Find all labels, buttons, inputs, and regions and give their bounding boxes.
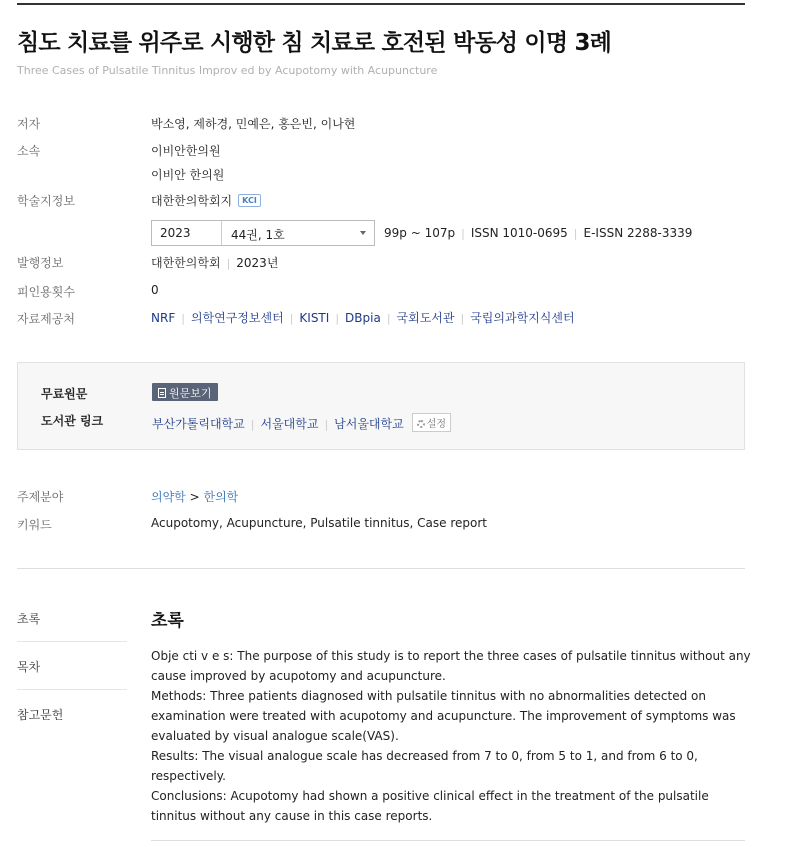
- eissn: E-ISSN 2288-3339: [583, 226, 693, 240]
- bottom-rule: [151, 840, 745, 841]
- kci-badge: KCI: [238, 194, 261, 207]
- side-nav-divider: [17, 641, 127, 642]
- library-settings-button[interactable]: [412, 413, 451, 432]
- issue-volume-value: 44권, 1호: [231, 228, 285, 242]
- free-fulltext-label: 무료원문: [41, 387, 88, 401]
- library-link-3[interactable]: 남서울대학교: [334, 417, 404, 431]
- access-box: [17, 362, 745, 450]
- chevron-down-icon: [360, 231, 366, 235]
- abstract-body: [151, 646, 751, 826]
- abstract-conclusions: Conclusions: Acupotomy had shown a positive clinical effect in the treatment of the pulsatile tinnitus without any cause in this case reports.: [151, 789, 709, 823]
- publisher: 대한한의학회: [151, 256, 221, 270]
- abstract-heading: 초록: [151, 611, 184, 631]
- section-divider: [17, 568, 745, 569]
- provider-link-nrf[interactable]: NRF: [151, 311, 176, 325]
- provider-link-nanet[interactable]: 국회도서관: [396, 311, 455, 325]
- providers-label: 자료제공처: [17, 312, 75, 326]
- abstract-methods: Methods: Three patients diagnosed with pulsatile tinnitus with no abnormalities detected on examination were treated with acupotomy and acupuncture. The improvement of symptoms was evaluated by visual analogue scale(VAS).: [151, 689, 736, 743]
- subject-path: [151, 488, 238, 505]
- providers-list: NRF | 의학연구정보센터 | KISTI | DBpia | 국회도서관 | 국립의과학지식센터: [151, 311, 575, 325]
- settings-label: 설정: [426, 419, 447, 430]
- provider-link-nmkc[interactable]: 국립의과학지식센터: [470, 311, 575, 325]
- provider-link-kisti[interactable]: KISTI: [299, 311, 330, 325]
- side-nav-toc[interactable]: 목차: [17, 660, 41, 674]
- publish-label: 발행정보: [17, 256, 64, 270]
- affiliation-label: 소속: [17, 144, 41, 158]
- citations-count: 0: [151, 283, 159, 297]
- provider-link-dbpia[interactable]: DBpia: [345, 311, 381, 325]
- subject-link-medicine[interactable]: 의약학: [151, 490, 186, 504]
- issue-volume-dropdown[interactable]: [222, 221, 374, 245]
- document-icon: [158, 388, 166, 398]
- journal-label: 학술지정보: [17, 194, 75, 208]
- keywords-label: 키워드: [17, 518, 52, 532]
- issn: ISSN 1010-0695: [470, 226, 568, 240]
- article-subtitle: Three Cases of Pulsatile Tinnitus Improv ed by Acupotomy with Acupuncture: [17, 64, 438, 77]
- keywords-value: Acupotomy, Acupuncture, Pulsatile tinnitus, Case report: [151, 516, 487, 530]
- article-title: 침도 치료를 위주로 시행한 침 치료로 호전된 박동성 이명 3례: [17, 30, 612, 56]
- authors-label: 저자: [17, 117, 41, 131]
- side-nav-divider: [17, 689, 127, 690]
- affiliation-2: 이비안 한의원: [151, 168, 225, 182]
- citations-label: 피인용횟수: [17, 285, 75, 299]
- provider-link-medric[interactable]: 의학연구정보센터: [190, 311, 284, 325]
- journal-name[interactable]: 대한한의학회지: [151, 194, 233, 208]
- affiliation-1: 이비안한의원: [151, 144, 221, 158]
- side-nav-abstract[interactable]: 초록: [17, 612, 41, 626]
- library-link-label: 도서관 링크: [41, 414, 104, 428]
- top-rule: [17, 3, 745, 5]
- authors-value[interactable]: 박소영, 제하경, 민예은, 홍은빈, 이나현: [151, 117, 356, 131]
- breadcrumb-separator: >: [189, 490, 200, 504]
- view-fulltext-label: 원문보기: [169, 387, 212, 400]
- issue-select[interactable]: [151, 220, 375, 246]
- publish-year: 2023년: [236, 256, 279, 270]
- library-links: 부산가톨릭대학교 | 서울대학교 | 남서울대학교 설정: [152, 413, 451, 432]
- library-link-2[interactable]: 서울대학교: [260, 417, 319, 431]
- page-range: 99p ~ 107p: [384, 226, 456, 240]
- gear-icon: [417, 420, 425, 428]
- side-nav-references[interactable]: 참고문헌: [17, 708, 64, 722]
- subject-label: 주제분야: [17, 490, 64, 504]
- abstract-objectives: Obje cti v e s: The purpose of this study is to report the three cases of pulsatile tinnitus without any cause improved by acupotomy and acupuncture.: [151, 649, 751, 683]
- pages-issn: 99p ~ 107p | ISSN 1010-0695 | E-ISSN 2288-3339: [384, 226, 693, 240]
- journal-value: [151, 192, 261, 209]
- subject-link-korean-medicine[interactable]: 한의학: [203, 490, 239, 504]
- abstract-results: Results: The visual analogue scale has decreased from 7 to 0, from 5 to 1, and from 6 to 0, respectively.: [151, 749, 698, 783]
- view-fulltext-button[interactable]: [152, 383, 218, 401]
- library-link-1[interactable]: 부산가톨릭대학교: [152, 417, 245, 431]
- issue-year[interactable]: 2023: [152, 221, 222, 245]
- publish-value: 대한한의학회 | 2023년: [151, 256, 279, 270]
